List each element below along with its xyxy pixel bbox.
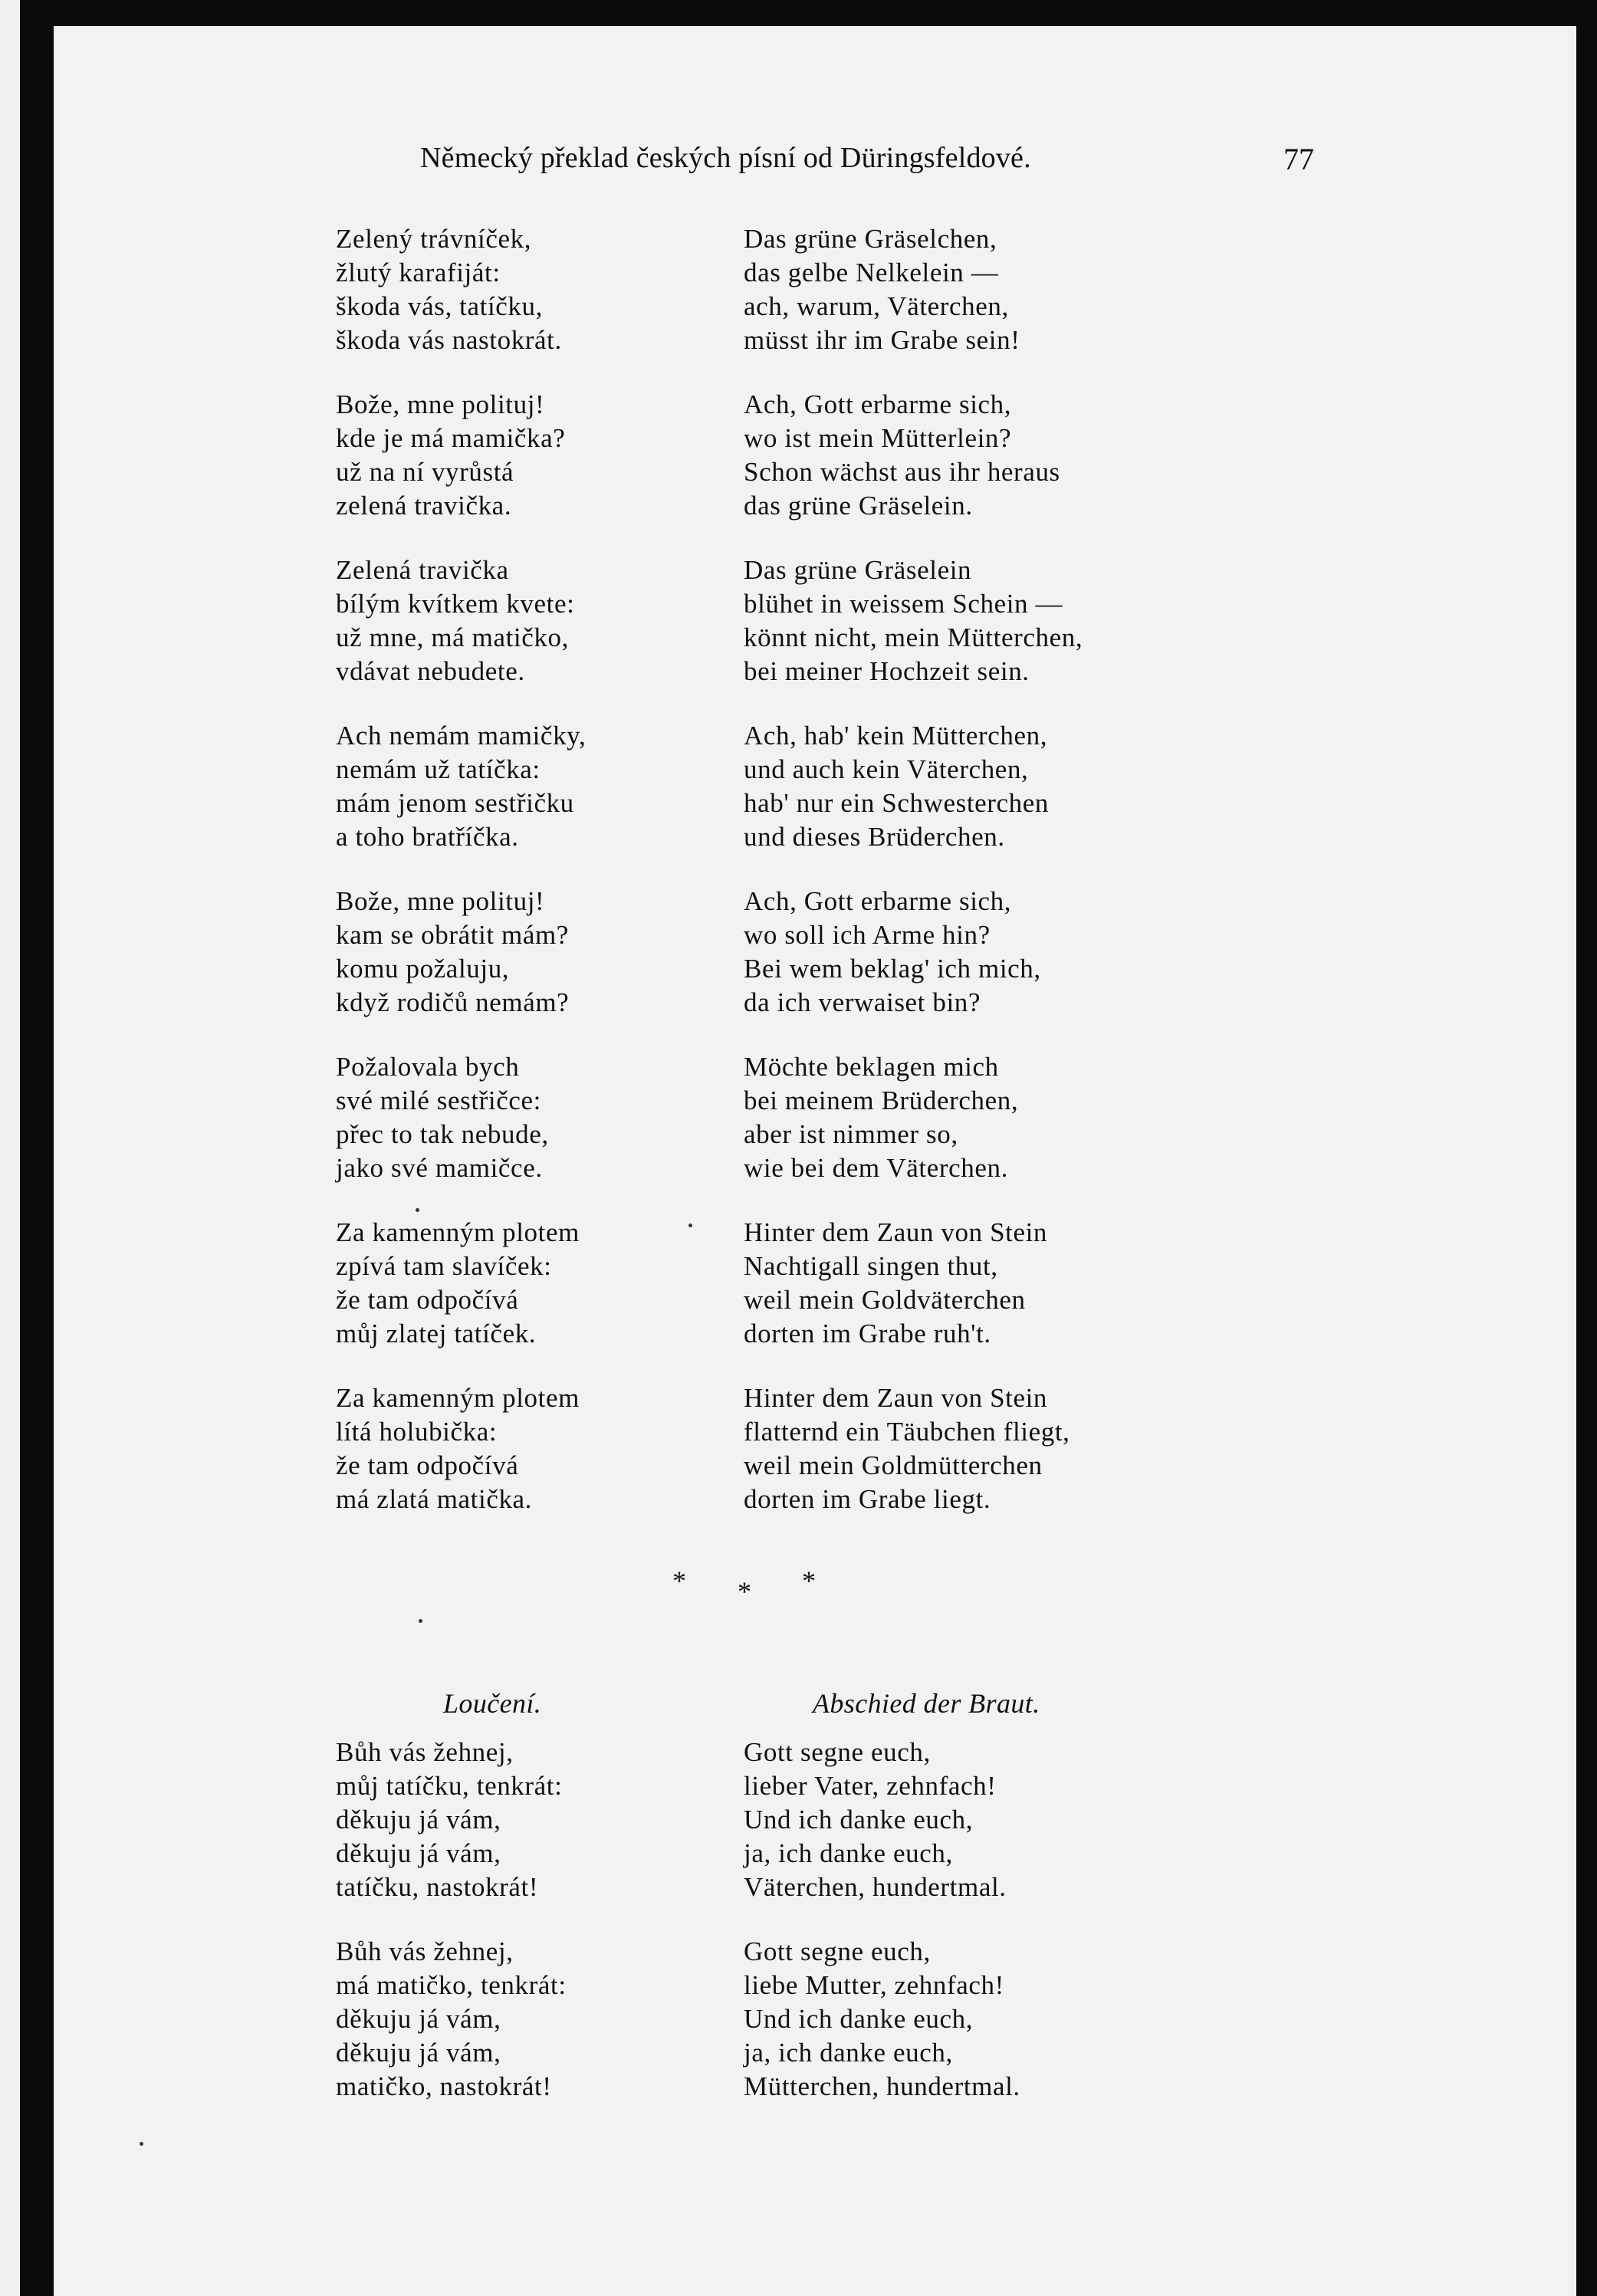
stanza <box>744 1736 1234 1904</box>
verse-line: Bůh vás žehnej, <box>336 1737 514 1767</box>
german-poem-upper <box>744 222 1234 1547</box>
verse-line: škoda vás nastokrát. <box>336 325 562 355</box>
verse-line: má zlatá matička. <box>336 1484 533 1514</box>
verse-line: weil mein Goldmütterchen <box>744 1450 1043 1480</box>
stanza <box>744 388 1234 523</box>
verse-line: zpívá tam slavíček: <box>336 1251 552 1281</box>
verse-line: liebe Mutter, zehnfach! <box>744 1970 1004 2000</box>
verse-line: Mütterchen, hundertmal. <box>744 2071 1020 2101</box>
verse-line: ach, warum, Väterchen, <box>744 291 1009 321</box>
verse-line: wo soll ich Arme hin? <box>744 920 991 950</box>
stanza <box>744 1381 1234 1516</box>
verse-line: komu požaluju, <box>336 954 510 984</box>
stanza <box>336 1050 734 1185</box>
verse-line: zelená travička. <box>336 491 512 521</box>
verse-line: das gelbe Nelkelein — <box>744 258 999 287</box>
book-page <box>54 26 1576 2296</box>
verse-line: und auch kein Väterchen, <box>744 754 1029 784</box>
verse-line: vdávat nebudete. <box>336 656 525 686</box>
verse-line: má matičko, tenkrát: <box>336 1970 567 2000</box>
verse-line: že tam odpočívá <box>336 1450 519 1480</box>
verse-line: škoda vás, tatíčku, <box>336 291 543 321</box>
stanza <box>744 1050 1234 1185</box>
verse-line: bílým kvítkem kvete: <box>336 589 575 619</box>
verse-line: Ach, Gott erbarme sich, <box>744 886 1012 916</box>
print-speck <box>140 2142 143 2146</box>
verse-line: nemám už tatíčka: <box>336 754 541 784</box>
verse-line: Väterchen, hundertmal. <box>744 1872 1007 1902</box>
verse-line: Schon wächst aus ihr heraus <box>744 457 1060 487</box>
verse-line: že tam odpočívá <box>336 1285 519 1315</box>
verse-line: müsst ihr im Grabe sein! <box>744 325 1020 355</box>
verse-line: Das grüne Gräselchen, <box>744 224 997 254</box>
stanza <box>744 553 1234 688</box>
verse-line: Zelená travička <box>336 555 509 585</box>
verse-line: Ach, hab' kein Mütterchen, <box>744 721 1048 751</box>
czech-poem-farewell <box>336 1687 734 2134</box>
czech-poem-upper <box>336 222 734 1547</box>
stanza <box>744 222 1234 357</box>
verse-line: mám jenom sestřičku <box>336 788 574 818</box>
verse-line: dorten im Grabe liegt. <box>744 1484 991 1514</box>
verse-line: ja, ich danke euch, <box>744 1838 953 1868</box>
verse-line: přec to tak nebude, <box>336 1119 549 1149</box>
page-number: 77 <box>1283 142 1314 176</box>
page-header <box>54 141 1576 187</box>
verse-line: flatternd ein Täubchen fliegt, <box>744 1417 1070 1447</box>
verse-line: lieber Vater, zehnfach! <box>744 1771 997 1801</box>
verse-line: když rodičů nemám? <box>336 987 570 1017</box>
stanza <box>744 1216 1234 1351</box>
verse-line: Hinter dem Zaun von Stein <box>744 1383 1048 1413</box>
verse-line: Bůh vás žehnej, <box>336 1936 514 1966</box>
verse-line: Gott segne euch, <box>744 1936 931 1966</box>
verse-line: Hinter dem Zaun von Stein <box>744 1217 1048 1247</box>
verse-line: děkuju já vám, <box>336 1838 501 1868</box>
verse-line: už na ní vyrůstá <box>336 457 514 487</box>
verse-line: kam se obrátit mám? <box>336 920 569 950</box>
german-poem-farewell <box>744 1687 1234 2134</box>
stanza <box>336 222 734 357</box>
verse-line: bei meiner Hochzeit sein. <box>744 656 1030 686</box>
german-poem-title: Abschied der Braut. <box>813 1688 1040 1719</box>
asterisk: * <box>738 1576 751 1607</box>
verse-line: wo ist mein Mütterlein? <box>744 423 1012 453</box>
stanza <box>336 1381 734 1516</box>
asterisk: * <box>672 1565 686 1596</box>
stanza <box>744 1935 1234 2104</box>
verse-line: Das grüne Gräselein <box>744 555 972 585</box>
verse-line: a toho bratříčka. <box>336 822 519 852</box>
czech-farewell-stanzas <box>336 1736 734 2104</box>
verse-line: weil mein Goldväterchen <box>744 1285 1026 1315</box>
stanza <box>336 719 734 854</box>
verse-line: Za kamenným plotem <box>336 1383 580 1413</box>
verse-line: Möchte beklagen mich <box>744 1052 999 1082</box>
verse-line: Und ich danke euch, <box>744 1805 974 1835</box>
running-title: Německý překlad českých písní od Düringsfeldové. <box>420 142 1031 174</box>
stanza <box>744 885 1234 1020</box>
verse-line: Bei wem beklag' ich mich, <box>744 954 1041 984</box>
czech-poem-title: Loučení. <box>443 1688 542 1719</box>
verse-line: děkuju já vám, <box>336 1805 501 1835</box>
stanza <box>336 388 734 523</box>
verse-line: můj tatíčku, tenkrát: <box>336 1771 563 1801</box>
verse-line: Bože, mne polituj! <box>336 886 545 916</box>
adjacent-page-edge <box>0 0 20 2296</box>
verse-line: už mne, má matičko, <box>336 622 569 652</box>
section-separator <box>54 1567 1576 1628</box>
verse-line: Gott segne euch, <box>744 1737 931 1767</box>
verse-line: Ach, Gott erbarme sich, <box>744 389 1012 419</box>
verse-line: jako své mamičce. <box>336 1153 543 1183</box>
verse-line: da ich verwaiset bin? <box>744 987 981 1017</box>
stanza <box>336 885 734 1020</box>
verse-line: matičko, nastokrát! <box>336 2071 552 2101</box>
verse-line: ja, ich danke euch, <box>744 2038 953 2068</box>
verse-line: Und ich danke euch, <box>744 2004 974 2034</box>
verse-line: Bože, mne polituj! <box>336 389 545 419</box>
print-speck <box>688 1224 692 1227</box>
verse-line: tatíčku, nastokrát! <box>336 1872 539 1902</box>
verse-line: lítá holubička: <box>336 1417 498 1447</box>
verse-line: kde je má mamička? <box>336 423 566 453</box>
stanza <box>336 1736 734 1904</box>
verse-line: Nachtigall singen thut, <box>744 1251 998 1281</box>
verse-line: Za kamenným plotem <box>336 1217 580 1247</box>
print-speck <box>416 1208 419 1212</box>
verse-line: své milé sestřičce: <box>336 1086 541 1115</box>
verse-line: blühet in weissem Schein — <box>744 589 1063 619</box>
german-farewell-stanzas <box>744 1736 1234 2104</box>
stanza <box>744 719 1234 854</box>
verse-line: Ach nemám mamičky, <box>336 721 587 751</box>
print-speck <box>419 1619 422 1623</box>
verse-line: Požalovala bych <box>336 1052 520 1082</box>
verse-line: könnt nicht, mein Mütterchen, <box>744 622 1083 652</box>
verse-line: das grüne Gräselein. <box>744 491 973 521</box>
verse-line: und dieses Brüderchen. <box>744 822 1005 852</box>
verse-line: děkuju já vám, <box>336 2038 501 2068</box>
verse-line: děkuju já vám, <box>336 2004 501 2034</box>
stanza <box>336 553 734 688</box>
verse-line: aber ist nimmer so, <box>744 1119 958 1149</box>
verse-line: hab' nur ein Schwesterchen <box>744 788 1050 818</box>
verse-line: wie bei dem Väterchen. <box>744 1153 1008 1183</box>
stanza <box>336 1216 734 1351</box>
stanza <box>336 1935 734 2104</box>
verse-line: žlutý karafiját: <box>336 258 501 287</box>
verse-line: bei meinem Brüderchen, <box>744 1086 1019 1115</box>
verse-line: Zelený trávníček, <box>336 224 532 254</box>
verse-line: můj zlatej tatíček. <box>336 1319 537 1348</box>
verse-line: dorten im Grabe ruh't. <box>744 1319 991 1348</box>
asterisk: * <box>802 1565 816 1596</box>
